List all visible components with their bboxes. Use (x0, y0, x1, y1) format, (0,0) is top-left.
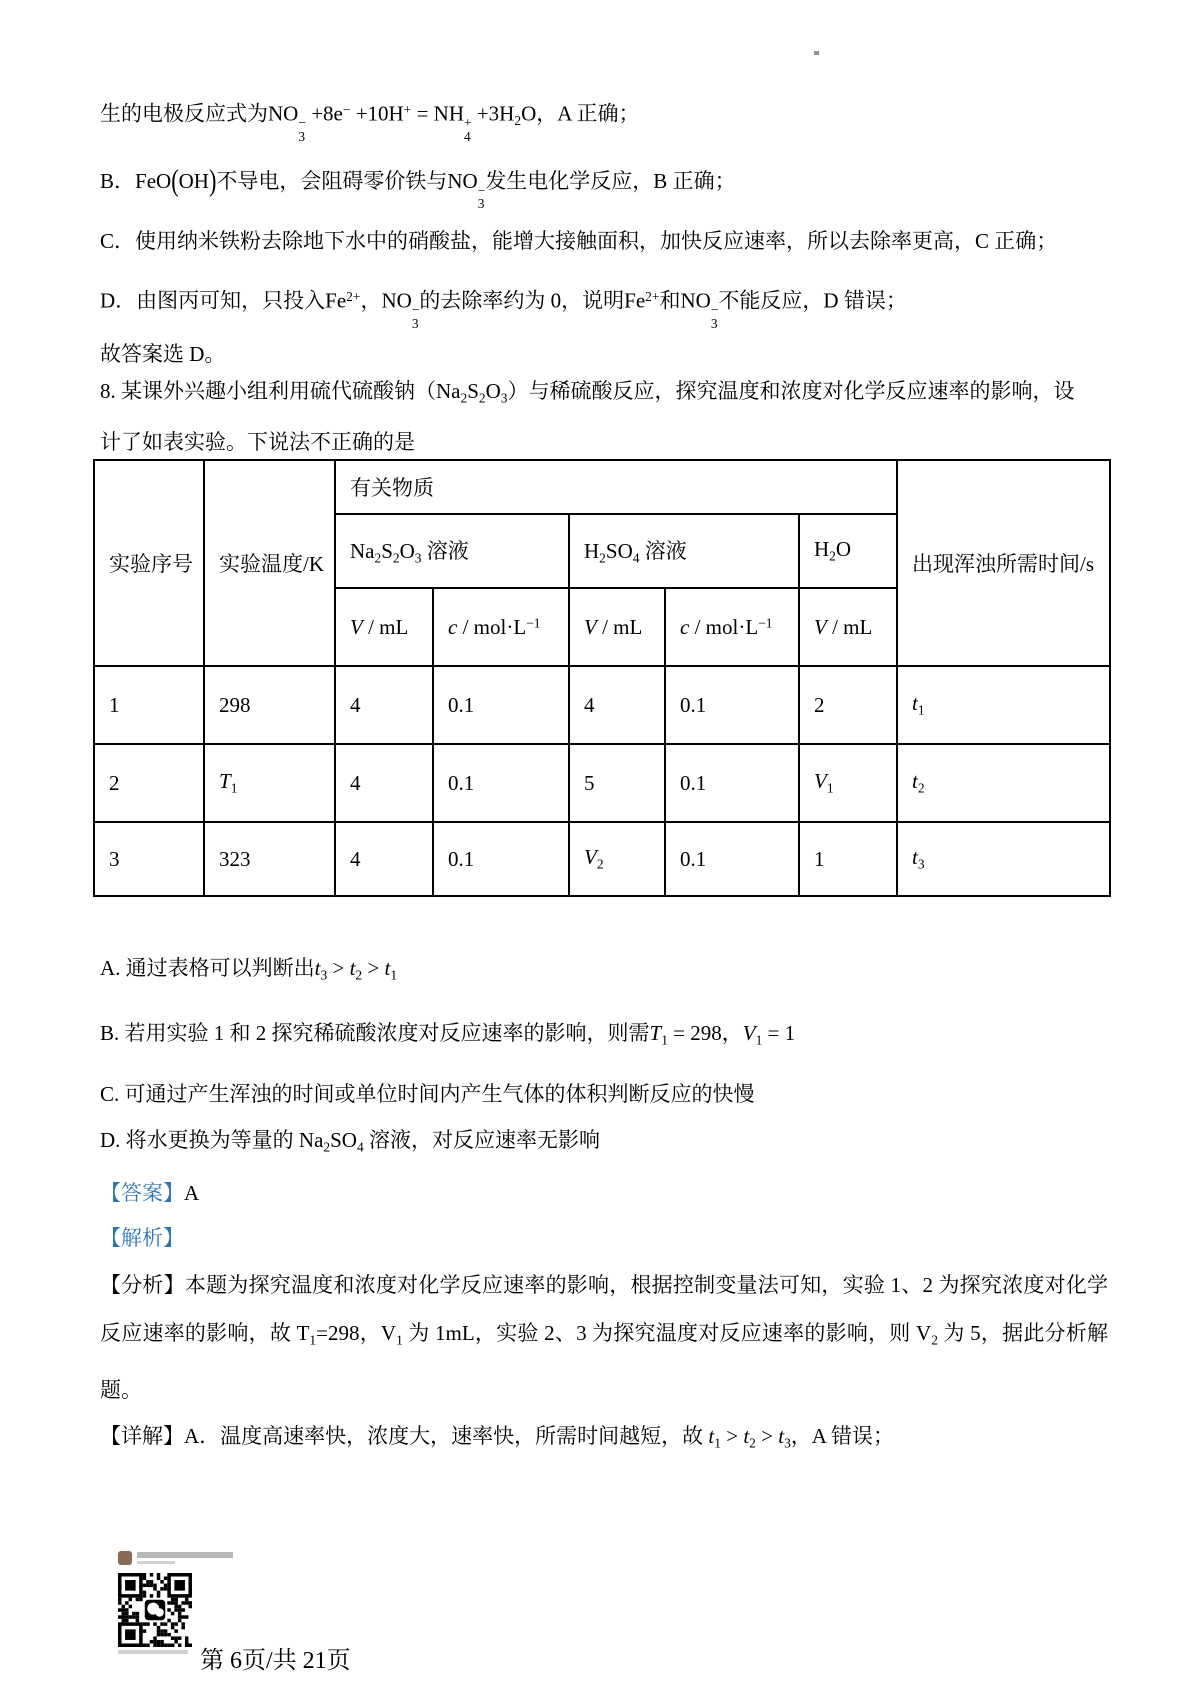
option-d: D. 将水更换为等量的 $Na_2SO_4$ 溶液，对反应速率无影响 (100, 1128, 600, 1155)
answer-label: 【答案】 (100, 1180, 184, 1205)
qr-caption-header (118, 1549, 288, 1566)
cell: $t_1$ (897, 666, 1110, 744)
cell: $V_2$ (569, 822, 665, 896)
cell: $V_1$ (799, 744, 897, 822)
option-b: B. 若用实验 1 和 2 探究稀硫酸浓度对反应速率的影响，则需$T_1 = 298$，$V_1 = 1$ (100, 1020, 796, 1048)
question8-stem-line2: 计了如表实验。下说法不正确的是 (100, 430, 415, 455)
cell: $t_2$ (897, 744, 1110, 822)
page-number: 第 6页/共 21页 (200, 1648, 351, 1674)
cell: 4 (335, 666, 433, 744)
question7-explanation-block (100, 80, 1108, 377)
cell: 5 (569, 744, 665, 822)
analysis-header (100, 1215, 1108, 1261)
analysis-paragraph: 【分析】本题为探究温度和浓度对化学反应速率的影响，根据控制变量法可知，实验 1、2 为探究浓度对化学反应速率的影响，故 $T_1=298$，$V_1$ 为 1mL，实验 2、3 为探究温度对反应速率的影响，则 $V_2$ 为 5，据此分析解题。 (100, 1272, 1109, 1402)
explain-line-option-b: B．FeO(OH)不导电，会阻碍零价铁与NO − 3 发生电化学反应，B 正确； (100, 163, 736, 212)
cell: $T_1$ (204, 744, 335, 822)
qr-footnote-placeholder (118, 1650, 188, 1654)
experiment-table (93, 459, 1111, 897)
header-cell-temp: 实验温度/K (204, 460, 335, 666)
header-cell-vml-2: V / mL (569, 588, 665, 666)
question8-stem (100, 369, 1108, 465)
document-body (100, 0, 1108, 1464)
header-cell-h2so4: $H_2SO_4$ 溶液 (569, 514, 799, 588)
detail-explanation-line: 【详解】A．温度高速率快，浓度大，速率快，所需时间越短，故 $t_1 > t_2 > t_3$，A 错误； (100, 1424, 895, 1451)
cell: 0.1 (433, 822, 569, 896)
header-cell-vml-1: V / mL (335, 588, 433, 666)
cell: 2 (94, 744, 204, 822)
cell: 0.1 (665, 666, 799, 744)
question8-stem-line1: 8. 某课外兴趣小组利用硫代硫酸钠$(Na_2S_2O_3)$与稀硫酸反应，探究温度和浓度对化学反应速率的影响，设 (100, 378, 1075, 406)
cell: 323 (204, 822, 335, 896)
cell: 2 (799, 666, 897, 744)
cell: 0.1 (433, 744, 569, 822)
header-cell-cmol-1: $c / mol\cdot L^{-1}$ (433, 588, 569, 666)
cell: 4 (335, 744, 433, 822)
option-a: A. 通过表格可以判断出$t_3 > t_2 > t_1$ (100, 956, 398, 983)
cell: 1 (94, 666, 204, 744)
header-cell-time: 出现浑浊所需时间/s (897, 460, 1110, 666)
cell: 0.1 (665, 744, 799, 822)
header-cell-substances: 有关物质 (335, 460, 897, 514)
header-cell-cmol-2: $c / mol\cdot L^{-1}$ (665, 588, 799, 666)
header-cell-vml-3: V / mL (799, 588, 897, 666)
explain-line-option-d: D．由图丙可知，只投入$Fe^{2+}$，NO − 3 的去除率约为 0，说明$Fe^{2+}$和NO − 3 不能反应，D 错误； (100, 288, 907, 331)
explain-line-electrode-equation: 生的电极反应式为NO − 3 +8e− +10H+ = NH + 4 $+3H_2O$，A 正确； (100, 101, 640, 144)
cell: 1 (799, 822, 897, 896)
qr-code-icon (118, 1573, 192, 1647)
cell: 4 (335, 822, 433, 896)
answer-line (100, 1171, 1108, 1215)
table-row-experiment-3 (94, 822, 1110, 896)
header-cell-na2s2o3: $Na_2S_2O_3$ 溶液 (335, 514, 569, 588)
qr-caption-placeholder (137, 1552, 233, 1564)
cell: 0.1 (433, 666, 569, 744)
cell: 3 (94, 822, 204, 896)
table-header-row-1 (94, 460, 1110, 514)
avatar (118, 1551, 132, 1565)
table-row-experiment-1 (94, 666, 1110, 744)
table-row-experiment-2 (94, 744, 1110, 822)
cell: $t_3$ (897, 822, 1110, 896)
explain-line-option-c: C．使用纳米铁粉去除地下水中的硝酸盐，能增大接触面积，加快反应速率，所以去除率更高，C 正确； (100, 229, 1058, 254)
cell: 298 (204, 666, 335, 744)
header-cell-exp-no: 实验序号 (94, 460, 204, 666)
cell: 4 (569, 666, 665, 744)
footer-qr-block (118, 1549, 288, 1654)
explain-line-final-answer: 故答案选 D。 (100, 341, 226, 366)
header-cell-h2o: $H_2O$ (799, 514, 897, 588)
analysis-header-label: 【解析】 (100, 1225, 184, 1250)
cell: 0.1 (665, 822, 799, 896)
answer-value: A (184, 1180, 200, 1205)
option-c: C. 可通过产生浑浊的时间或单位时间内产生气体的体积判断反应的快慢 (100, 1082, 755, 1107)
